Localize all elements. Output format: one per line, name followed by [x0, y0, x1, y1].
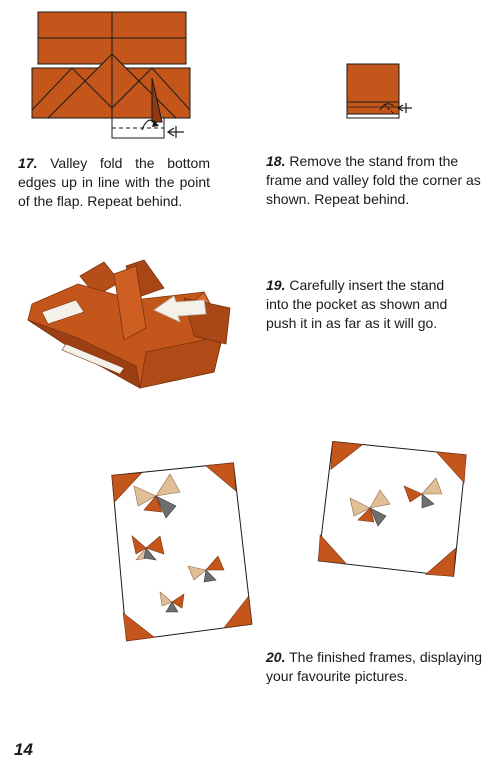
step-18-caption [266, 152, 486, 209]
step-text: The finished frames, displaying your favourite pictures. [266, 649, 483, 684]
step-text: Carefully insert the stand into the pocket as shown and push it in as far as it will go. [266, 277, 448, 331]
finished-frame-left [98, 452, 258, 652]
step-18-diagram [340, 60, 420, 122]
step-20-caption [266, 648, 486, 686]
step-19-caption [266, 276, 466, 333]
step-number: 17. [18, 155, 38, 171]
finished-frame-right [312, 436, 476, 586]
step-17-caption [18, 154, 210, 211]
step-17-diagram [30, 10, 200, 145]
page-number: 14 [14, 740, 33, 759]
step-19-illustration [18, 240, 243, 395]
step-text: Valley fold the bottom edges up in line with the point of the flap. Repeat behind. [18, 155, 210, 209]
step-number: 19. [266, 277, 286, 293]
step-number: 20. [266, 649, 286, 665]
step-text: Remove the stand from the frame and valley fold the corner as shown. Repeat behind. [266, 153, 481, 207]
step-number: 18. [266, 153, 286, 169]
